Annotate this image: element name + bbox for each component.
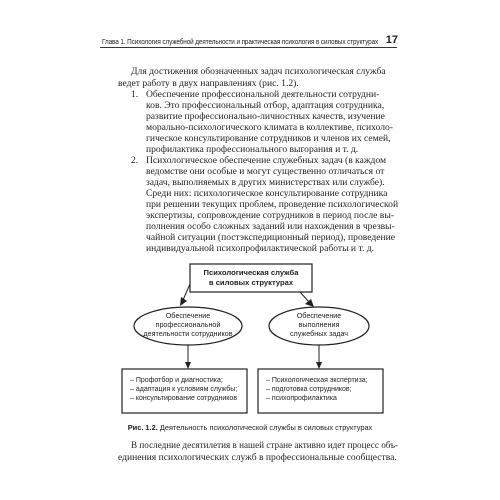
intro-line-1: Для достижения обозначенных задач психологическая служба <box>131 66 386 77</box>
item-2-number: 2. <box>131 155 139 166</box>
diagram-arrow-right <box>300 292 309 302</box>
diagram-arrowhead-right <box>305 299 314 307</box>
item-1-number: 1. <box>131 89 139 100</box>
left-list-item-3: – консультирование сотрудников <box>130 395 238 402</box>
item-2-line-2: ведомстве они особые и могут существенно отличаться от <box>146 166 385 177</box>
right-oval-line-1: Обеспечение <box>296 311 342 320</box>
left-oval-line-3: деятельности сотрудников <box>143 329 233 338</box>
item-2-line-8: чайной ситуации (постэкспедиционный период), проведение <box>146 232 396 243</box>
left-oval-line-2: профессиональной <box>155 320 221 329</box>
item-2-line-9: индивидуальной психопрофилактической работы и т. д. <box>146 243 375 254</box>
diagram-top-title-2: в силовых структурах <box>208 278 294 287</box>
right-oval-line-3: служебных задач <box>289 329 349 338</box>
item-1-line-2: ков. Это профессиональный отбор, адаптация сотрудника, <box>146 100 385 111</box>
diagram-arrow-left <box>183 284 190 300</box>
item-2-line-1: Психологическое обеспечение служебных задач (в каждом <box>146 155 387 166</box>
figure-caption-text: Деятельность психологической службы в силовых структурах <box>159 423 373 432</box>
right-oval-line-2: выполнения <box>298 320 340 329</box>
diagram-arrowhead-down-left <box>185 362 191 369</box>
item-2-line-4: Среди них: психологическое консультирование сотрудника <box>146 188 388 199</box>
item-2-line-7: полнения особо сложных заданий или нахождения в чрезвы- <box>146 221 395 232</box>
item-1-line-5: гическое консультирование сотрудников и членов их семей, <box>146 133 391 144</box>
right-list-item-1: – Психологическая экспертиза; <box>266 377 368 384</box>
right-list-item-3: – психопрофилактика <box>266 395 337 402</box>
item-1-line-1: Обеспечение профессиональной деятельности сотрудни- <box>146 89 380 100</box>
item-2-line-3: задач, выполняемых в других министерствах или службе). <box>146 177 385 188</box>
item-2-line-5: при решении текущих проблем, проведение психологической <box>146 199 399 210</box>
closing-line-1: В последние десятилетия в нашей стране активно идет процесс объ- <box>131 440 398 451</box>
closing-line-2: единения психологических служб в профессиональные сообщества. <box>118 452 397 463</box>
left-oval-line-1: Обеспечение <box>165 311 211 320</box>
left-list-item-1: – Профотбор и диагностика; <box>130 377 223 384</box>
right-list-item-2: – подготовка сотрудников; <box>266 386 352 393</box>
diagram-arrowhead-down-right <box>316 362 322 369</box>
item-1-line-6: профилактика профессионального выгорания и т. д. <box>146 144 359 155</box>
item-1-line-4: морально-психологического климата в коллективе, психоло- <box>146 122 393 133</box>
item-1-line-3: развитие профессионально-личностных качеств, изучение <box>146 111 385 122</box>
diagram-top-title-1: Психологическая служба <box>203 268 299 277</box>
intro-line-2: ведет работу в двух направлениях (рис. 1.2). <box>118 78 299 89</box>
left-list-item-2: – адаптация к условиям службы; <box>130 386 238 393</box>
page-number: 17 <box>385 34 398 46</box>
figure-caption <box>0 423 500 432</box>
chapter-title: Глава 1. Психология служебной деятельности и практическая психология в силовых структурах <box>102 37 379 46</box>
figure-label: Рис. 1.2. <box>127 423 158 432</box>
item-2-line-6: экспертизы, сопровождение сотрудников в период после вы- <box>146 210 394 221</box>
